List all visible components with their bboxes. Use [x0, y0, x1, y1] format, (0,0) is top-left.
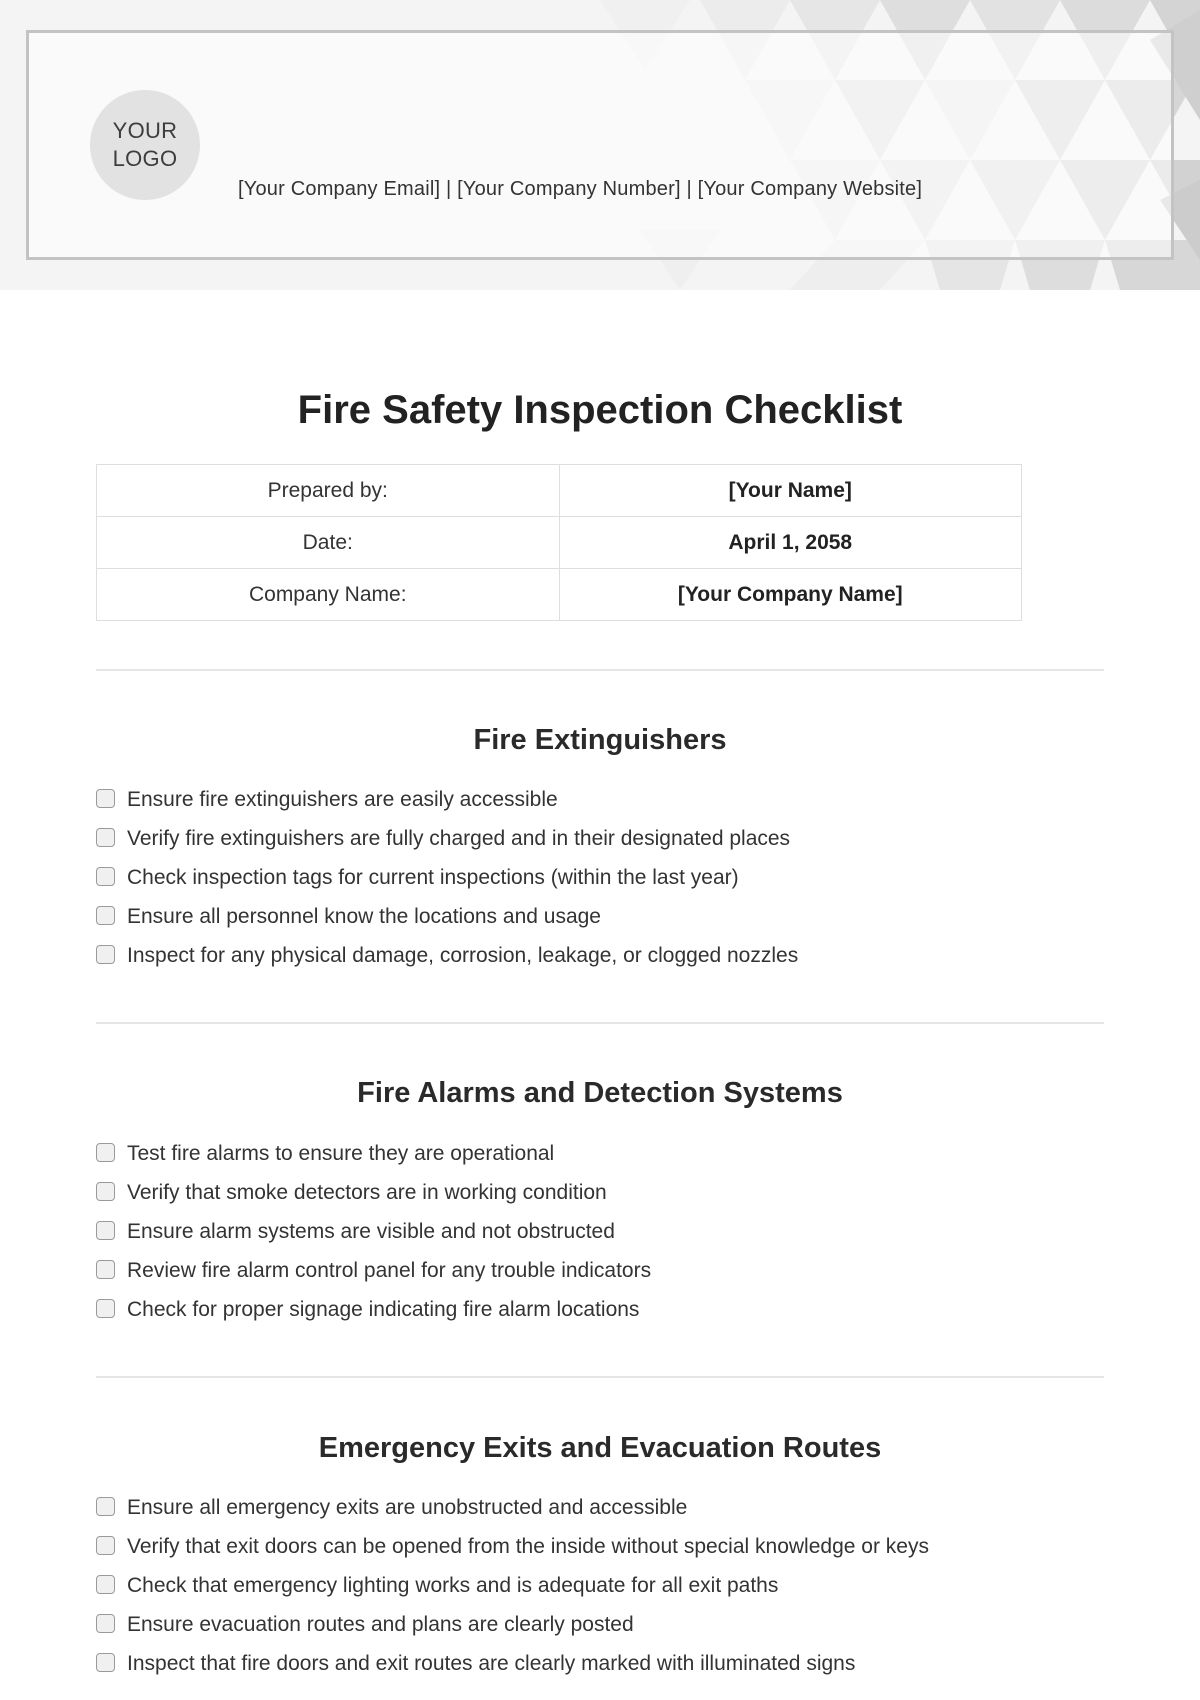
checklist-item-label: Inspect for any physical damage, corrosion, leakage, or clogged nozzles	[127, 943, 799, 967]
checklist-item-label: Ensure all emergency exits are unobstructed and accessible	[127, 1495, 688, 1519]
checklist-fire-extinguishers	[96, 780, 1106, 975]
checklist-item-label: Verify fire extinguishers are fully charged and in their designated places	[127, 826, 791, 850]
checkbox[interactable]	[96, 1221, 115, 1240]
checklist-item	[96, 1173, 1106, 1212]
checkbox[interactable]	[96, 1260, 115, 1279]
section-divider	[96, 1376, 1104, 1378]
checkbox[interactable]	[96, 1143, 115, 1162]
section-title-emergency-exits: Emergency Exits and Evacuation Routes	[318, 1432, 882, 1464]
checkbox[interactable]	[96, 1182, 115, 1201]
prepared-by-value: [Your Name]	[559, 465, 1022, 517]
checklist-item-label: Ensure evacuation routes and plans are clearly posted	[127, 1612, 634, 1636]
section-title-fire-alarms: Fire Alarms and Detection Systems	[357, 1077, 843, 1109]
logo-text-line1: YOUR	[112, 118, 178, 143]
checklist-item	[96, 780, 1106, 819]
document-info-table	[96, 464, 1022, 621]
checklist-item	[96, 1212, 1106, 1251]
checklist-item-label: Verify that exit doors can be opened from the inside without special knowledge or keys	[127, 1534, 929, 1558]
checkbox[interactable]	[96, 1536, 115, 1555]
checklist-item	[96, 1488, 1106, 1527]
checklist-item-label: Check inspection tags for current inspections (within the last year)	[127, 865, 739, 889]
checkbox[interactable]	[96, 828, 115, 847]
checkbox[interactable]	[96, 789, 115, 808]
checkbox[interactable]	[96, 906, 115, 925]
checkbox[interactable]	[96, 1497, 115, 1516]
checklist-item-label: Review fire alarm control panel for any trouble indicators	[127, 1258, 652, 1282]
logo-text-line2: LOGO	[112, 146, 178, 171]
checklist-item	[96, 858, 1106, 897]
section-title-fire-extinguishers: Fire Extinguishers	[473, 724, 727, 756]
table-row	[97, 465, 1022, 517]
checklist-item	[96, 1527, 1106, 1566]
checklist-item	[96, 1644, 1106, 1683]
checklist-item	[96, 1605, 1106, 1644]
checklist-item	[96, 1566, 1106, 1605]
date-label: Date:	[97, 517, 560, 569]
section-divider	[96, 669, 1104, 671]
checklist-item-label: Test fire alarms to ensure they are operational	[127, 1141, 555, 1165]
checklist-item-label: Check that emergency lighting works and is adequate for all exit paths	[127, 1573, 779, 1597]
checklist-item-label: Ensure fire extinguishers are easily accessible	[127, 787, 558, 811]
checkbox[interactable]	[96, 867, 115, 886]
company-contact-line: [Your Company Email] | [Your Company Number] | [Your Company Website]	[238, 178, 923, 200]
checkbox[interactable]	[96, 1653, 115, 1672]
checklist-item	[96, 936, 1106, 975]
table-row	[97, 569, 1022, 621]
prepared-by-label: Prepared by:	[97, 465, 560, 517]
table-row	[97, 517, 1022, 569]
header-banner	[0, 0, 1200, 290]
checklist-item-label: Ensure alarm systems are visible and not obstructed	[127, 1219, 615, 1243]
checklist-item	[96, 897, 1106, 936]
company-name-label: Company Name:	[97, 569, 560, 621]
checklist-item-label: Inspect that fire doors and exit routes are clearly marked with illuminated signs	[127, 1651, 856, 1675]
company-logo	[90, 90, 200, 200]
date-value: April 1, 2058	[559, 517, 1022, 569]
checklist-item-label: Check for proper signage indicating fire alarm locations	[127, 1297, 640, 1321]
checklist-fire-alarms	[96, 1134, 1106, 1329]
checkbox[interactable]	[96, 1299, 115, 1318]
section-divider	[96, 1022, 1104, 1024]
company-name-value: [Your Company Name]	[559, 569, 1022, 621]
checklist-item	[96, 1290, 1106, 1329]
page-title: Fire Safety Inspection Checklist	[297, 388, 903, 432]
checkbox[interactable]	[96, 1575, 115, 1594]
checklist-item-label: Ensure all personnel know the locations and usage	[127, 904, 601, 928]
checkbox[interactable]	[96, 945, 115, 964]
checklist-emergency-exits	[96, 1488, 1106, 1683]
checkbox[interactable]	[96, 1614, 115, 1633]
checklist-item-label: Verify that smoke detectors are in working condition	[127, 1180, 607, 1204]
checklist-item	[96, 1134, 1106, 1173]
checklist-item	[96, 1251, 1106, 1290]
checklist-item	[96, 819, 1106, 858]
